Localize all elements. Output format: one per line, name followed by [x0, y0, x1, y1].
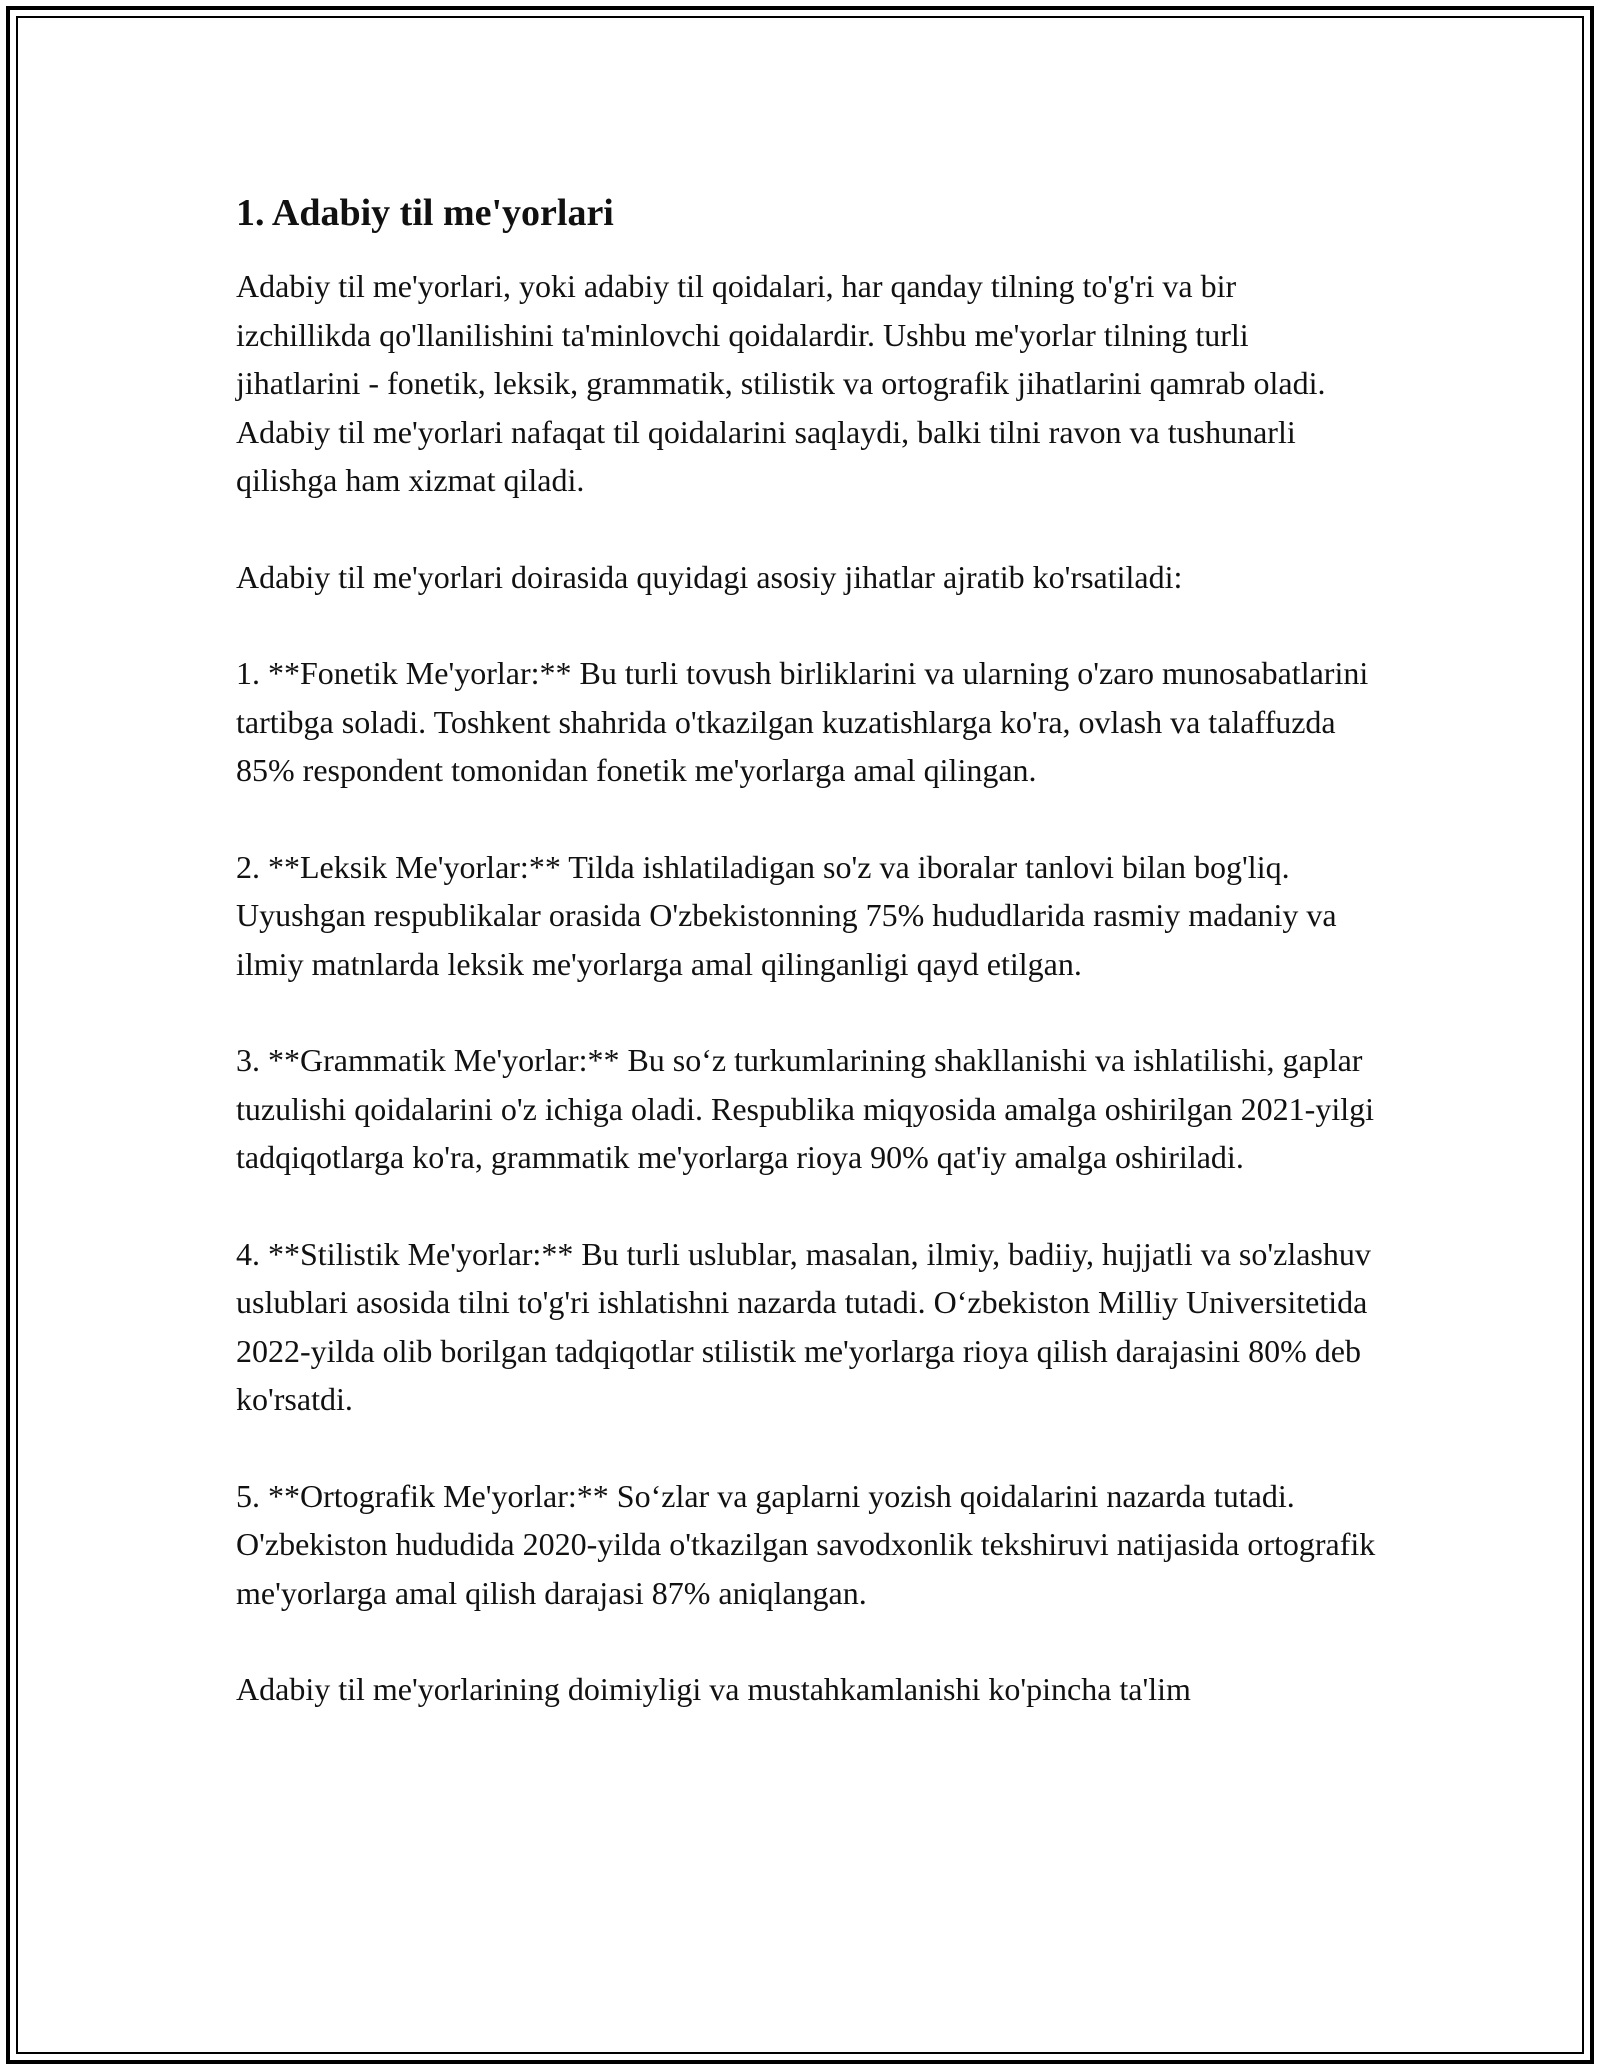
closing-paragraph: Adabiy til me'yorlarining doimiyligi va mustahkamlanishi ko'pincha ta'lim — [236, 1671, 1191, 1707]
section-heading: 1. Adabiy til me'yorlari — [236, 192, 614, 234]
list-item-ortografik: 5. **Ortografik Me'yorlar:** So‘zlar va gaplarni yozish qoidalarini nazarda tutadi. O'zbekiston hududida 2020-yilda o'tkazilgan savodxonlik tekshiruvi natijasida ortografik me'yorlarga amal qilish darajasi 87% aniqlangan. — [236, 1477, 1376, 1611]
aspects-intro-paragraph: Adabiy til me'yorlari doirasida quyidagi asosiy jihatlar ajratib ko'rsatiladi: — [236, 558, 1183, 595]
list-item-fonetik: 1. **Fonetik Me'yorlar:** Bu turli tovush birliklarini va ularning o'zaro munosabatlarini tartibga soladi. Toshkent shahrida o'tkazilgan kuzatishlarga ko'ra, ovlash va talaffuzda 85% respondent tomonidan fonetik me'yorlarga amal qilingan. — [236, 655, 1369, 788]
list-item-stilistik: 4. **Stilistik Me'yorlar:** Bu turli uslublar, masalan, ilmiy, badiiy, hujjatli va so'zlashuv uslublari asosida tilni to'g'ri ishlatishni nazarda tutadi. O‘zbekiston Milliy Universitetida 2022-yilda olib borilgan tadqiqotlar stilistik me'yorlarga rioya qilish darajasini 80% deb ko'rsatdi. — [236, 1235, 1371, 1417]
intro-paragraph: Adabiy til me'yorlari, yoki adabiy til qoidalari, har qanday tilning to'g'ri va bir izchillikda qo'llanilishini ta'minlovchi qoidalardir. Ushbu me'yorlar tilning turli jihatlarini - fonetik, leksik, grammatik, stilistik va ortografik jihatlarini qamrab oladi. Adabiy til me'yorlari nafaqat til qoidalarini saqlaydi, balki tilni ravon va tushunarli qilishga ham xizmat qiladi. — [236, 268, 1326, 498]
document-body — [236, 186, 1376, 1762]
list-item-leksik: 2. **Leksik Me'yorlar:** Tilda ishlatiladigan so'z va iboralar tanlovi bilan bog'liq. Uyushgan respublikalar orasida O'zbekistonning 75% hududlarida rasmiy madaniy va ilmiy matnlarda leksik me'yorlarga amal qilinganligi qayd etilgan. — [236, 848, 1337, 982]
list-item-grammatik: 3. **Grammatik Me'yorlar:** Bu so‘z turkumlarining shakllanishi va ishlatilishi, gaplar tuzulishi qoidalarini o'z ichiga oladi. Respublika miqyosida amalga oshirilgan 2021-yilgi tadqiqotlarga ko'ra, grammatik me'yorlarga rioya 90% qat'iy amalga oshiriladi. — [236, 1042, 1374, 1175]
